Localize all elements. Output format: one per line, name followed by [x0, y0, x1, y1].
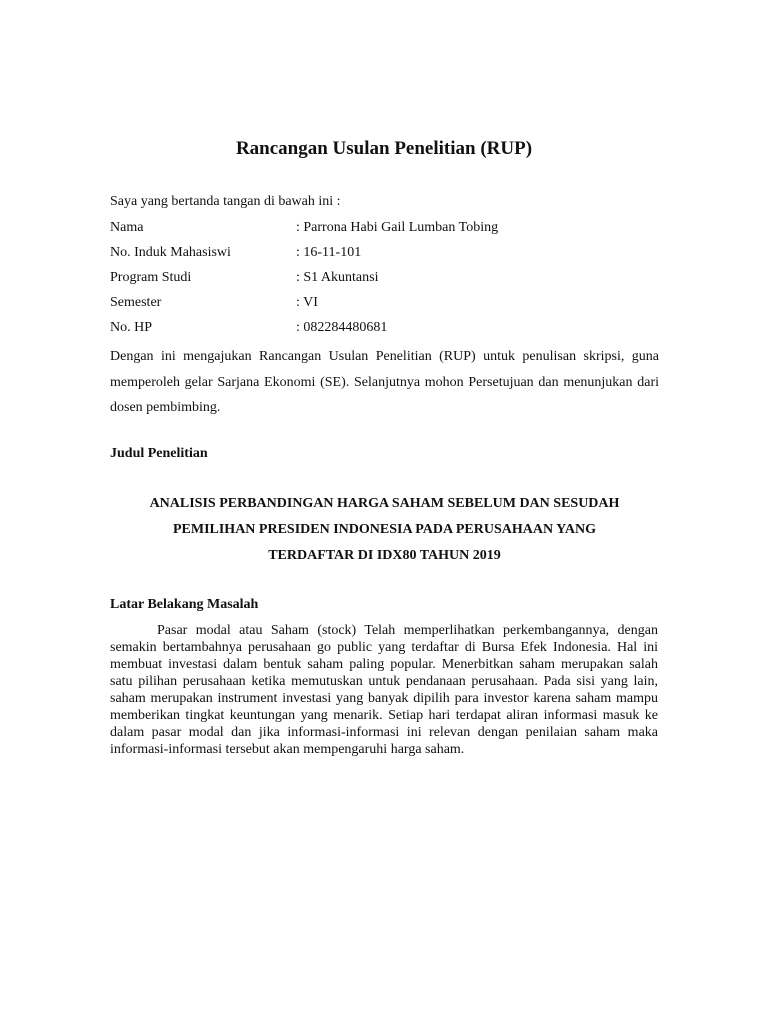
field-label: Program Studi [110, 270, 192, 285]
research-title-line: PEMILIHAN PRESIDEN INDONESIA PADA PERUSAHAAN YANG [172, 522, 597, 537]
document-title: Rancangan Usulan Penelitian (RUP) [235, 138, 533, 159]
background-paragraph: Pasar modal atau Saham (stock) Telah memperlihatkan perkembangannya, dengan semakin bertambahnya perusahaan go public yang terdaftar di Bursa Efek Indonesia. Hal ini membuat investasi dalam bentuk saham paling popular. Menerbitkan saham merupakan salah satu pilihan perusahaan ketika memutuskan untuk pendanaan perusahaan. Pada sisi yang lain, saham merupakan instrument investasi yang banyak dipilih para investor karena saham mampu memberikan tingkat keuntungan yang menarik. Setiap hari terdapat aliran informasi masuk ke dalam pasar modal dan jika informasi-informasi ini relevan dengan penilaian saham maka informasi-informasi tersebut akan mempengaruhi harga saham. [110, 623, 658, 757]
field-row-student-id [110, 243, 660, 268]
field-value: : Parrona Habi Gail Lumban Tobing [296, 220, 499, 235]
field-value: : VI [296, 295, 318, 310]
field-value: : 082284480681 [296, 320, 388, 335]
field-label: Nama [110, 220, 144, 235]
field-row-name [110, 218, 660, 243]
background-heading: Latar Belakang Masalah [110, 597, 259, 612]
field-label: Semester [110, 295, 162, 310]
field-value: : S1 Akuntansi [296, 270, 379, 285]
field-label: No. HP [110, 320, 153, 335]
field-label: No. Induk Mahasiswi [110, 245, 231, 260]
field-row-semester [110, 293, 660, 318]
research-title-line: TERDAFTAR DI IDX80 TAHUN 2019 [268, 548, 501, 563]
request-paragraph: Dengan ini mengajukan Rancangan Usulan Penelitian (RUP) untuk penulisan skripsi, guna memperoleh gelar Sarjana Ekonomi (SE). Selanjutnya mohon Persetujuan dan menunjukan dari dosen pembimbing. [110, 349, 659, 415]
research-title-line: ANALISIS PERBANDINGAN HARGA SAHAM SEBELUM DAN SESUDAH [149, 496, 620, 511]
student-info-list [110, 218, 660, 343]
research-heading: Judul Penelitian [110, 446, 208, 461]
field-row-phone [110, 318, 660, 343]
intro-text: Saya yang bertanda tangan di bawah ini : [110, 194, 341, 209]
field-value: : 16-11-101 [296, 245, 362, 260]
research-title [110, 491, 659, 569]
field-row-study-program [110, 268, 660, 293]
